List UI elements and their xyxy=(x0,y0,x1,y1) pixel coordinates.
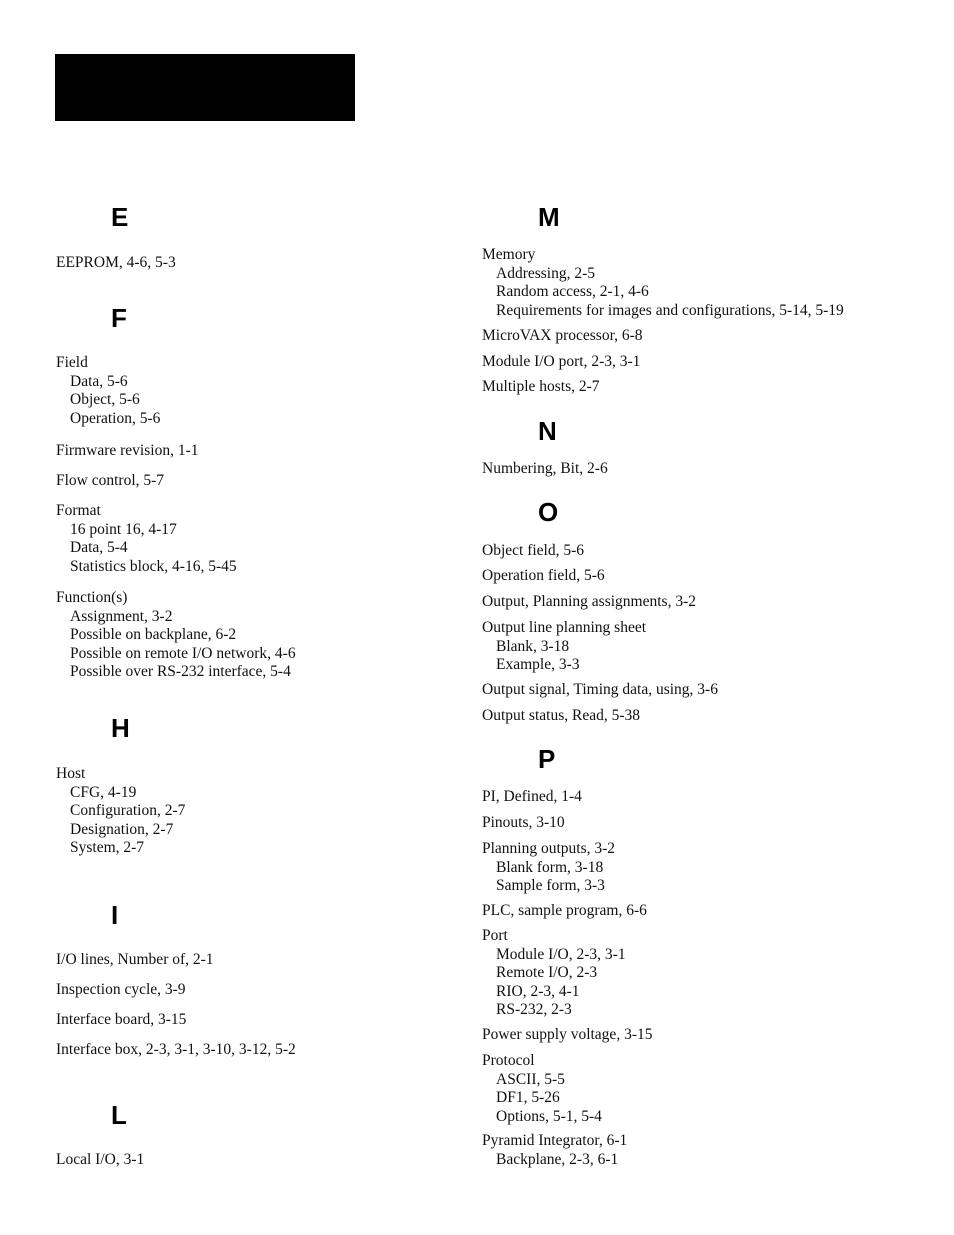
index-subentry: RS-232, 2-3 xyxy=(496,1001,572,1019)
section-letter-l: L xyxy=(111,1100,127,1130)
index-entry-main: Interface board, 3-15 xyxy=(56,1011,187,1028)
index-entry-main: Output signal, Timing data, using, 3-6 xyxy=(482,681,718,698)
index-subentry: Module I/O, 2-3, 3-1 xyxy=(496,945,626,963)
index-entry-main: Output status, Read, 5-38 xyxy=(482,707,640,724)
index-subentry: Addressing, 2-5 xyxy=(496,264,596,282)
index-subentry: Example, 3-3 xyxy=(496,656,580,674)
index-subentry: RIO, 2-3, 4-1 xyxy=(496,982,580,1000)
index-entry-main: Port xyxy=(482,927,508,944)
index-entry-main: Host xyxy=(56,765,86,782)
index-entry xyxy=(56,951,214,970)
index-entry-main: Interface box, 2-3, 3-1, 3-10, 3-12, 5-2 xyxy=(56,1041,296,1058)
index-subentry: Blank form, 3-18 xyxy=(496,858,604,876)
index-subentry: Operation, 5-6 xyxy=(70,409,161,427)
index-entry xyxy=(56,1041,296,1060)
index-entry-main: MicroVAX processor, 6-8 xyxy=(482,327,643,344)
index-subentry: Data, 5-4 xyxy=(70,539,128,557)
index-entry xyxy=(482,1132,627,1169)
section-letter-p: P xyxy=(538,744,556,774)
section-letter-e: E xyxy=(111,202,129,232)
index-subentry: 16 point 16, 4-17 xyxy=(70,520,177,538)
index-subentry: CFG, 4-19 xyxy=(70,783,137,801)
index-entry xyxy=(482,460,608,479)
index-subentry: Options, 5-1, 5-4 xyxy=(496,1107,602,1125)
index-subentry: Data, 5-6 xyxy=(70,372,128,390)
index-entry-main: Format xyxy=(56,502,101,519)
index-entry xyxy=(56,442,198,461)
index-entry-main: Object field, 5-6 xyxy=(482,542,585,559)
index-entry xyxy=(482,1052,602,1126)
index-entry xyxy=(56,472,164,491)
index-entry xyxy=(56,1151,144,1170)
index-subentry: Possible on remote I/O network, 4-6 xyxy=(70,644,296,662)
index-entry xyxy=(482,327,643,346)
index-entry xyxy=(56,981,186,1000)
index-entry-main: Numbering, Bit, 2-6 xyxy=(482,460,608,477)
index-subentry: Requirements for images and configurations, 5-14, 5-19 xyxy=(496,301,844,319)
index-entry xyxy=(482,353,640,372)
index-entry xyxy=(482,788,582,807)
index-subentry: DF1, 5-26 xyxy=(496,1089,560,1107)
index-entry xyxy=(56,354,160,428)
index-entry xyxy=(56,254,176,273)
index-entry xyxy=(482,1026,652,1045)
index-subentry: Designation, 2-7 xyxy=(70,820,174,838)
index-subentry: Object, 5-6 xyxy=(70,391,140,409)
index-entry-main: Local I/O, 3-1 xyxy=(56,1151,145,1168)
index-subentry: Possible over RS-232 interface, 5-4 xyxy=(70,663,291,681)
section-letter-h: H xyxy=(111,713,130,743)
index-entry-main: Pyramid Integrator, 6-1 xyxy=(482,1132,628,1149)
section-letter-f: F xyxy=(111,303,127,333)
index-entry xyxy=(56,589,296,682)
index-subentry: Statistics block, 4-16, 5-45 xyxy=(70,557,237,575)
index-subentry: Assignment, 3-2 xyxy=(70,607,173,625)
index-subentry: System, 2-7 xyxy=(70,839,145,857)
index-entry-main: Output line planning sheet xyxy=(482,619,647,636)
section-letter-n: N xyxy=(538,416,557,446)
index-subentry: ASCII, 5-5 xyxy=(496,1070,565,1088)
index-entry-main: Output, Planning assignments, 3-2 xyxy=(482,593,696,610)
index-entry xyxy=(482,814,565,833)
index-entry-main: Multiple hosts, 2-7 xyxy=(482,378,600,395)
index-entry-main: Module I/O port, 2-3, 3-1 xyxy=(482,353,641,370)
index-entry-main: Power supply voltage, 3-15 xyxy=(482,1026,653,1043)
index-entry-main: PLC, sample program, 6-6 xyxy=(482,902,647,919)
index-entry xyxy=(482,840,615,896)
index-entry-main: Field xyxy=(56,354,88,371)
index-subentry: Random access, 2-1, 4-6 xyxy=(496,283,649,301)
index-entry xyxy=(482,902,647,921)
section-letter-o: O xyxy=(538,497,559,527)
index-entry xyxy=(482,619,646,675)
index-entry-main: Planning outputs, 3-2 xyxy=(482,840,616,857)
index-entry-main: Firmware revision, 1-1 xyxy=(56,442,199,459)
index-entry-main: EEPROM, 4-6, 5-3 xyxy=(56,254,176,271)
index-entry-main: Flow control, 5-7 xyxy=(56,472,165,489)
index-entry xyxy=(482,246,844,320)
index-entry-main: Inspection cycle, 3-9 xyxy=(56,981,186,998)
header-black-bar xyxy=(55,54,355,121)
index-entry xyxy=(482,542,584,561)
index-entry-main: Memory xyxy=(482,246,536,263)
section-letter-i: I xyxy=(111,900,119,930)
index-subentry: Possible on backplane, 6-2 xyxy=(70,626,237,644)
index-subentry: Sample form, 3-3 xyxy=(496,877,605,895)
index-entry xyxy=(56,1011,186,1030)
index-entry-main: Operation field, 5-6 xyxy=(482,567,605,584)
index-entry xyxy=(56,502,237,576)
index-entry xyxy=(482,593,696,612)
index-entry xyxy=(482,567,605,586)
index-subentry: Remote I/O, 2-3 xyxy=(496,964,598,982)
index-entry-main: Protocol xyxy=(482,1052,535,1069)
index-subentry: Blank, 3-18 xyxy=(496,637,570,655)
index-entry-main: PI, Defined, 1-4 xyxy=(482,788,582,805)
index-subentry: Backplane, 2-3, 6-1 xyxy=(496,1150,619,1168)
index-entry-main: Pinouts, 3-10 xyxy=(482,814,565,831)
index-entry xyxy=(482,681,718,700)
index-subentry: Configuration, 2-7 xyxy=(70,802,186,820)
index-entry-main: I/O lines, Number of, 2-1 xyxy=(56,951,214,968)
index-entry xyxy=(482,378,600,397)
index-entry-main: Function(s) xyxy=(56,589,128,606)
index-entry xyxy=(482,707,640,726)
index-entry xyxy=(56,765,185,858)
section-letter-m: M xyxy=(538,202,560,232)
index-entry xyxy=(482,927,626,1020)
